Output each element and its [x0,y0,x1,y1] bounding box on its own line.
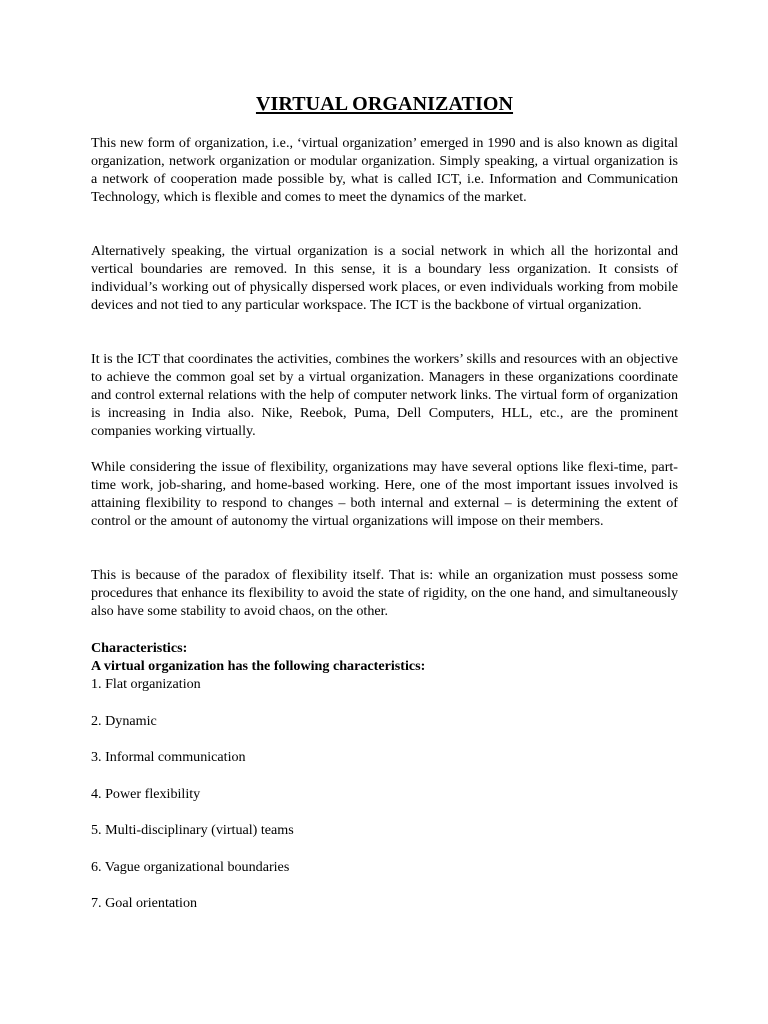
list-item: 3. Informal communication [91,749,246,765]
list-item: 6. Vague organizational boundaries [91,858,290,875]
paragraph-ict-coordination: It is the ICT that coordinates the activities, combines the workers’ skills and resources with an objective to achieve the common goal set by a virtual organization. Managers in these organizations coordinate and control external relations with the help of computer network links. The virtual form of organization is increasing in India also. Nike, Reebok, Puma, Dell Computers, HLL, etc., are the prominent companies working virtually. [91,351,678,439]
characteristics-intro: A virtual organization has the following characteristics: [91,658,426,674]
list-item: 2. Dynamic [91,712,157,729]
paragraph-flexibility: While considering the issue of flexibility, organizations may have several options like flexi-time, part-time work, job-sharing, and home-based working. Here, one of the most important issues involved is attaining flexibility to respond to changes – both internal and external – is determining the extent of control or the amount of autonomy the virtual organizations will impose on their members. [91,459,678,529]
list-item: 4. Power flexibility [91,785,201,802]
paragraph-paradox: This is because of the paradox of flexibility itself. That is: while an organization must possess some procedures that enhance its flexibility to avoid the state of rigidity, on the one hand, and simultaneously also have some stability to avoid chaos, on the other. [91,567,678,619]
list-item: 1. Flat organization [91,676,201,692]
characteristics-heading: Characteristics: [91,640,188,656]
list-item: 7. Goal orientation [91,895,198,911]
characteristics-list [91,675,294,931]
list-item: 5. Multi-disciplinary (virtual) teams [91,822,294,838]
paragraph-social-network: Alternatively speaking, the virtual organization is a social network in which all the horizontal and vertical boundaries are removed. In this sense, it is a boundary less organization. It consists of individual’s working out of physically dispersed work places, or even individuals working from mobile devices and not tied to any particular workspace. The ICT is the backbone of virtual organization. [91,243,678,313]
paragraph-intro: This new form of organization, i.e., ‘virtual organization’ emerged in 1990 and is also known as digital organization, network organization or modular organization. Simply speaking, a virtual organization is a network of cooperation made possible by, what is called ICT, i.e. Information and Communication Technology, which is flexible and comes to meet the dynamics of the market. [91,135,678,205]
document-title: VIRTUAL ORGANIZATION [255,93,514,115]
